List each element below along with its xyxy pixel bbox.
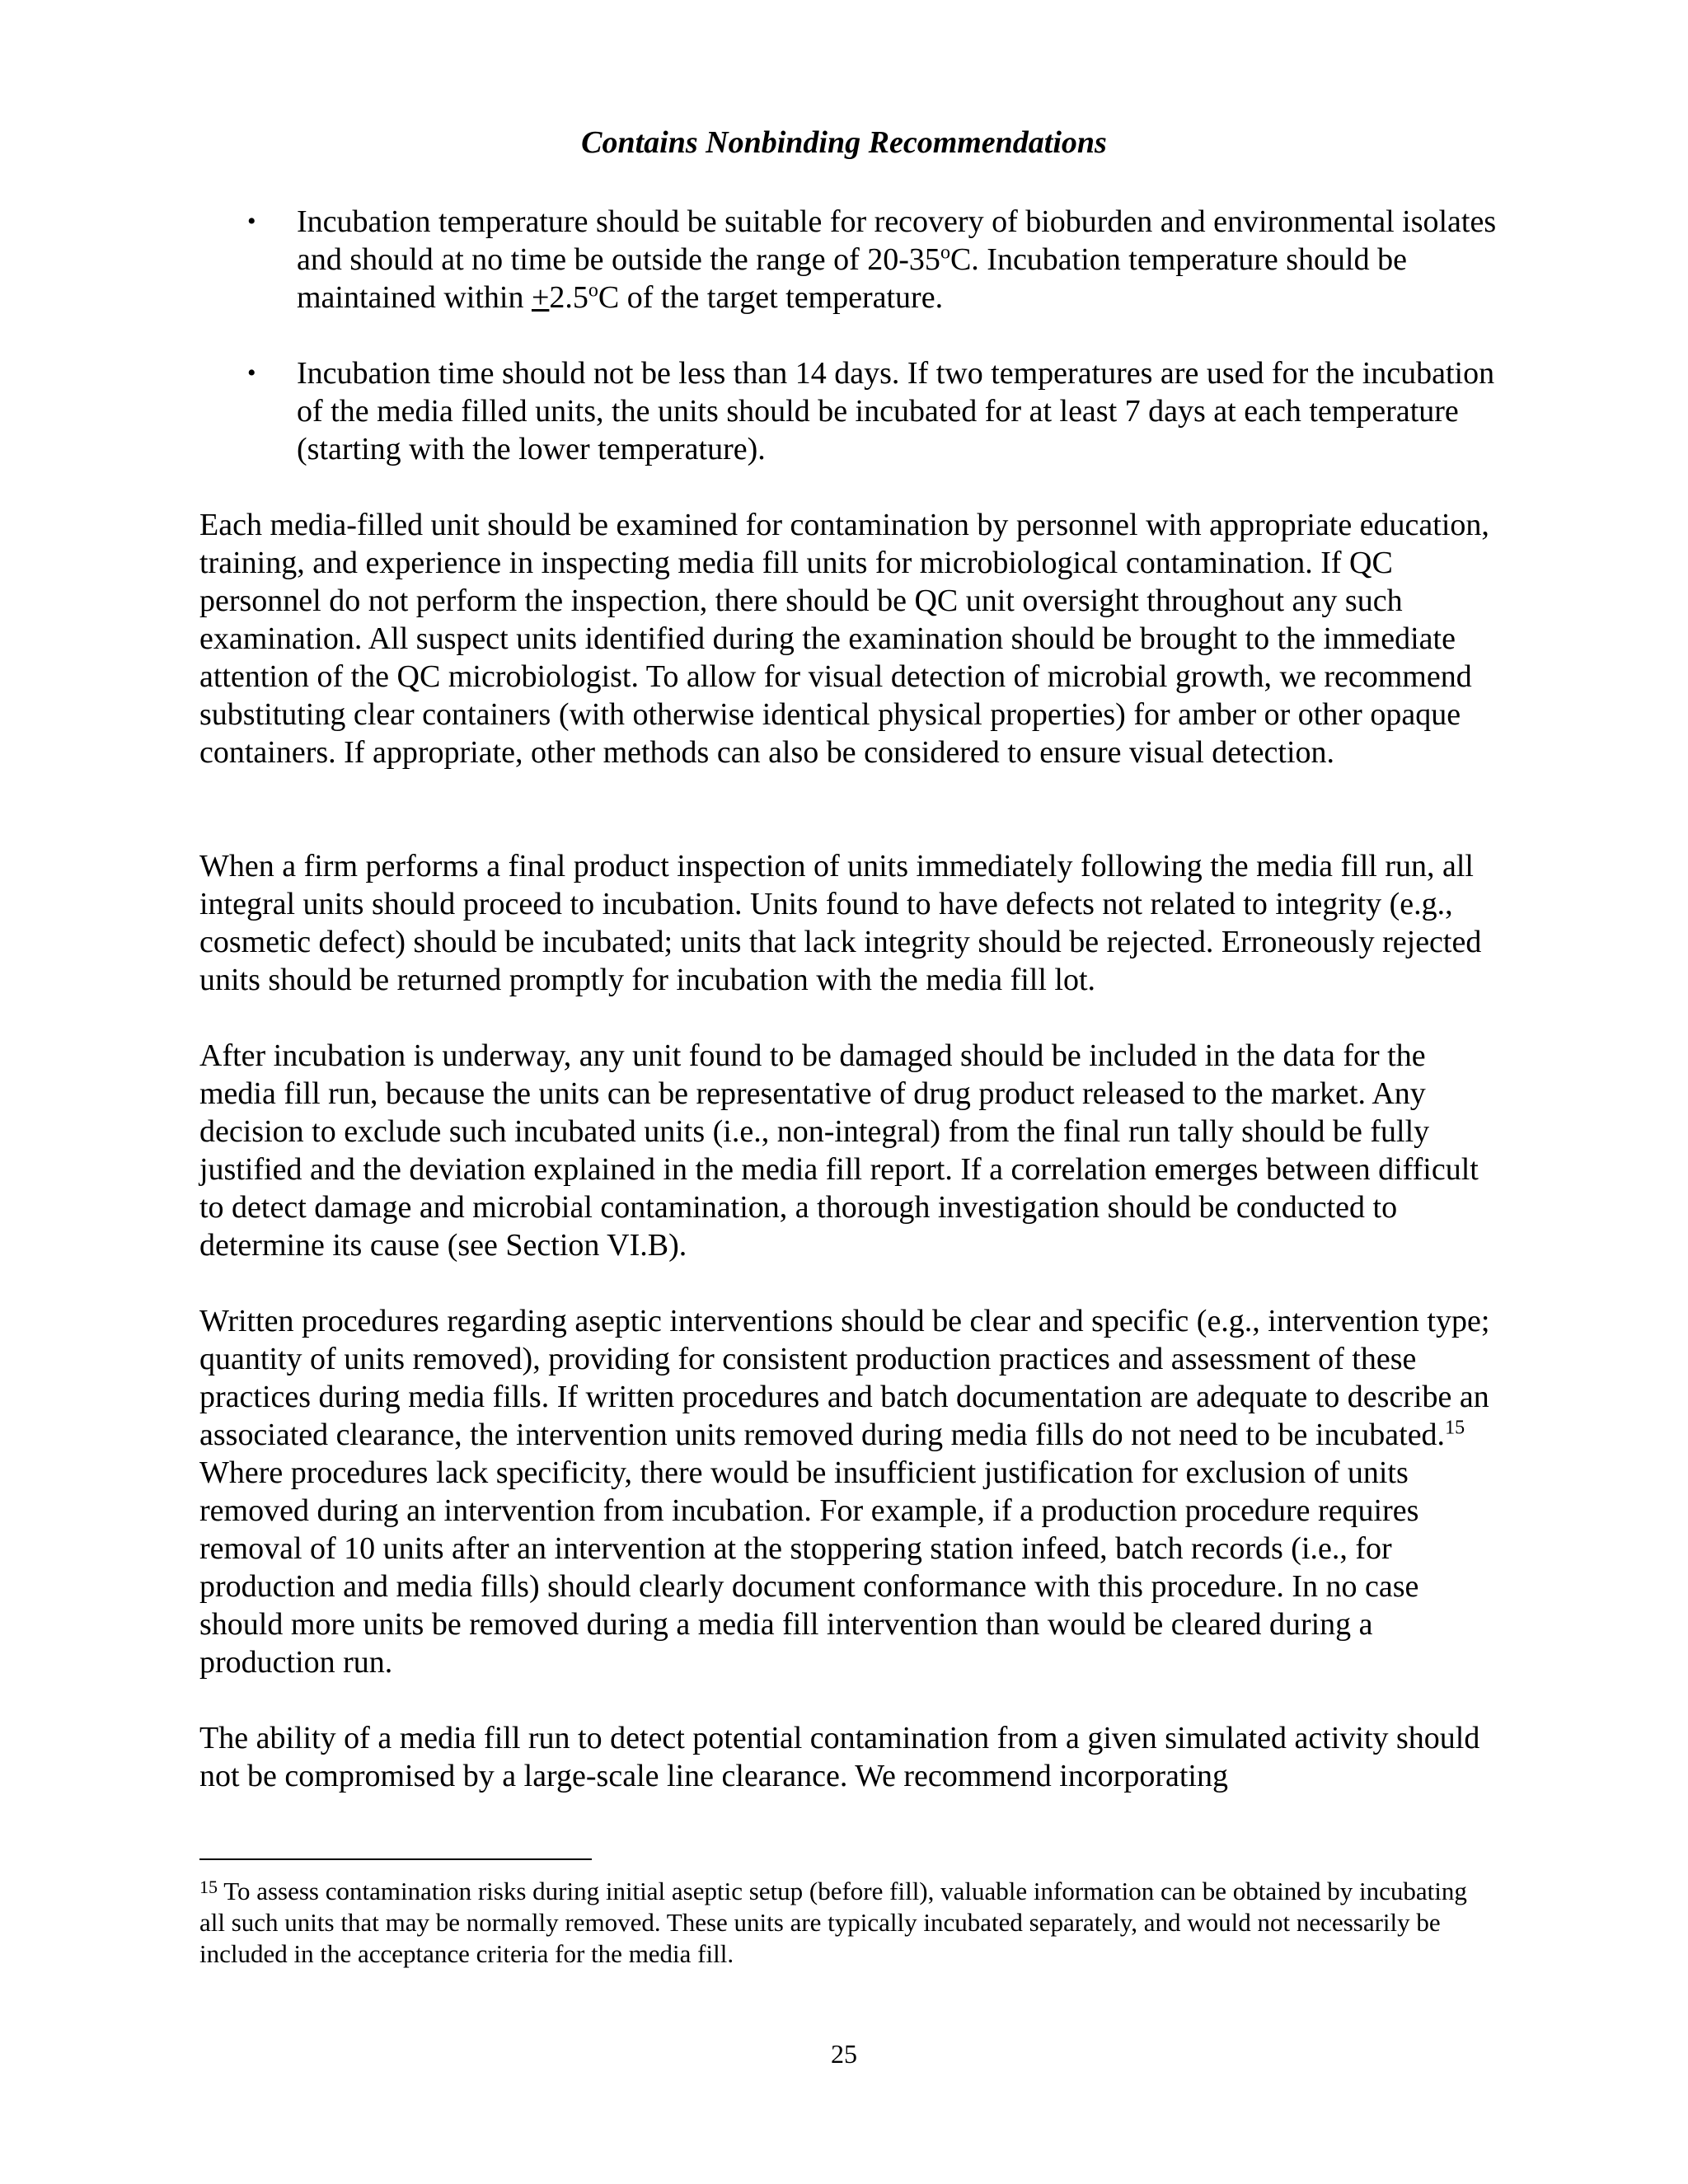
page-header: Contains Nonbinding Recommendations <box>581 125 1107 160</box>
bullet-item <box>199 354 1502 468</box>
footnote-number: 15 <box>199 1877 218 1897</box>
bullet-text: Incubation time should not be less than 14 days. If two temperatures are used for the incubation of the media filled units, the units should be incubated for at least 7 days at each temperature (starting with the lower temperature). <box>297 356 1495 466</box>
bullet-icon: • <box>247 208 256 235</box>
bullet-list <box>199 203 1502 506</box>
bullet-icon: • <box>247 359 256 387</box>
footnote <box>199 1876 1485 1970</box>
paragraph-damaged-units: After incubation is underway, any unit found to be damaged should be included in the data for the media fill run, because the units can be representative of drug product released to the market. Any decision to exclude such incubated units (i.e., non-integral) from the final run tally should be fully justified and the deviation explained in the media fill report. If a correlation emerges between difficult to detect damage and microbial contamination, a thorough investigation should be conducted to determine its cause (see Section VI.B). <box>199 1038 1479 1263</box>
page-number: 25 <box>831 2039 857 2069</box>
paragraph-final-inspection: When a firm performs a final product inspection of units immediately following the media fill run, all integral units should proceed to incubation. Units found to have defects not related to integrity (e.g., cosmetic defect) should be incubated; units that lack integrity should be rejected. Erroneously rejected units should be returned promptly for incubation with the media fill lot. <box>199 849 1482 997</box>
bullet-text: Incubation temperature should be suitable for recovery of bioburden and environmental isolates and should at no time be outside the range of 20-35$^o$C. Incubation temperature should be maintained within $+2.5^oC$ of the target temperature. <box>297 204 1497 315</box>
paragraph-interventions: Written procedures regarding aseptic interventions should be clear and specific (e.g., intervention type; quantity of units removed), providing for consistent production practices and assessment of these practices during media fills. If written procedures and batch documentation are adequate to describe an associated clearance, the intervention units removed during media fills do not need to be incubated.$^{15}$ Where procedures lack specificity, there would be insufficient justification for exclusion of units removed during an intervention from incubation. For example, if a production procedure requires removal of 10 units after an intervention at the stoppering station infeed, batch records (i.e., for production and media fills) should clearly document conformance with this procedure. In no case should more units be removed during a media fill intervention than would be cleared during a production run. <box>199 1304 1490 1680</box>
footnote-divider <box>199 1858 592 1860</box>
footnote-reference: 15 <box>1445 1417 1465 1439</box>
footnote-text: To assess contamination risks during initial aseptic setup (before fill), valuable information can be obtained by incubating all such units that may be normally removed. These units are typically incubated separately, and would not necessarily be included in the acceptance criteria for the media fill. <box>199 1877 1467 1968</box>
paragraph-line-clearance: The ability of a media fill run to detect potential contamination from a given simulated activity should not be compromised by a large-scale line clearance. We recommend incorporating <box>199 1721 1480 1793</box>
degree-symbol: o <box>588 279 598 302</box>
degree-symbol: o <box>940 241 950 264</box>
plus-minus-sign: + <box>531 280 550 315</box>
bullet-item <box>199 203 1502 316</box>
paragraph-inspection: Each media-filled unit should be examined for contamination by personnel with appropriate education, training, and experience in inspecting media fill units for microbiological contamination. If QC personnel do not perform the inspection, there should be QC unit oversight throughout any such examination. All suspect units identified during the examination should be brought to the immediate attention of the QC microbiologist. To allow for visual detection of microbial growth, we recommend substituting clear containers (with otherwise identical physical properties) for amber or other opaque containers. If appropriate, other methods can also be considered to ensure visual detection. <box>199 508 1489 770</box>
